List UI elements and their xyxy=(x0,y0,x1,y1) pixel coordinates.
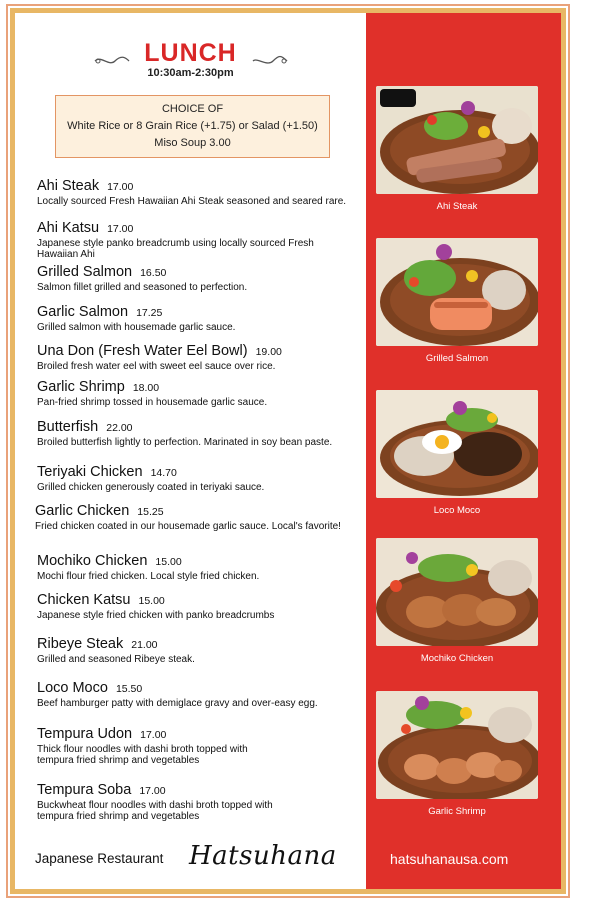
menu-item xyxy=(37,679,367,709)
item-name: Loco Moco xyxy=(37,680,108,696)
item-name: Ribeye Steak xyxy=(37,636,124,652)
item-desc: Grilled salmon with housemade garlic sauce. xyxy=(37,322,236,333)
item-name: Una Don (Fresh Water Eel Bowl) xyxy=(37,343,248,359)
menu-frame xyxy=(10,8,566,894)
item-name: Garlic Shrimp xyxy=(37,379,125,395)
item-price: 21.00 xyxy=(131,639,158,651)
item-name: Mochiko Chicken xyxy=(37,553,148,569)
menu-item xyxy=(37,378,367,408)
item-desc: Grilled chicken generously coated in teriyaki sauce. xyxy=(37,482,265,493)
menu-item xyxy=(37,303,367,333)
item-name: Ahi Steak xyxy=(37,178,100,194)
photo-card xyxy=(376,86,538,212)
mochiko-chicken-photo xyxy=(376,538,538,646)
item-desc: Grilled and seasoned Ribeye steak. xyxy=(37,654,195,665)
website-url[interactable]: hatsuhanausa.com xyxy=(390,851,509,867)
item-desc: Beef hamburger patty with demiglace gravy and over-easy egg. xyxy=(37,698,318,709)
photo-caption: Ahi Steak xyxy=(436,201,478,212)
item-desc: Broiled fresh water eel with sweet eel sauce over rice. xyxy=(37,361,276,372)
choice-heading: CHOICE OF xyxy=(161,103,224,115)
menu-item xyxy=(37,635,367,665)
item-name: Tempura Udon xyxy=(37,726,133,742)
item-name: Ahi Katsu xyxy=(37,220,100,236)
item-price: 17.00 xyxy=(107,181,134,193)
item-price: 14.70 xyxy=(150,467,177,479)
lunch-title: LUNCH xyxy=(144,39,237,67)
menu-item xyxy=(37,463,367,493)
choice-options: White Rice or 8 Grain Rice (+1.75) or Salad (+1.50) xyxy=(67,120,318,132)
photo-card xyxy=(376,538,538,664)
item-price: 15.00 xyxy=(155,556,182,568)
garlic-shrimp-photo xyxy=(376,691,538,799)
miso-soup: Miso Soup 3.00 xyxy=(154,137,231,149)
menu-item xyxy=(37,219,367,260)
menu-item xyxy=(37,177,367,207)
menu-left-panel xyxy=(15,13,366,889)
item-price: 19.00 xyxy=(255,346,282,358)
item-desc: Broiled butterfish lightly to perfection. Marinated in soy bean paste. xyxy=(37,437,333,448)
ahi-steak-photo xyxy=(376,86,538,194)
photo-panel xyxy=(366,13,561,889)
menu-item xyxy=(37,418,367,448)
item-desc: Thick flour noodles with dashi broth topped with tempura fried shrimp and vegetables xyxy=(37,744,248,766)
item-price: 15.50 xyxy=(115,683,143,695)
item-name: Butterfish xyxy=(37,419,99,435)
item-desc: Locally sourced Fresh Hawaiian Ahi Steak seasoned and seared rare. xyxy=(37,196,347,207)
item-price: 22.00 xyxy=(106,422,133,434)
photo-caption: Grilled Salmon xyxy=(425,353,489,364)
item-price: 15.25 xyxy=(137,506,164,518)
photo-card xyxy=(376,390,538,516)
photo-card xyxy=(376,691,538,817)
item-name: Teriyaki Chicken xyxy=(37,464,143,480)
item-desc: Salmon fillet grilled and seasoned to perfection. xyxy=(37,282,248,293)
menu-item xyxy=(37,591,367,621)
menu-item xyxy=(37,725,367,766)
menu-item xyxy=(37,552,367,582)
item-desc: Japanese style fried chicken with panko breadcrumbs xyxy=(37,610,275,621)
item-name: Chicken Katsu xyxy=(37,592,131,608)
item-price: 17.00 xyxy=(139,785,166,797)
brand-logo: Hatsuhana xyxy=(189,841,337,871)
item-desc: Pan-fried shrimp tossed in housemade garlic sauce. xyxy=(37,397,268,408)
item-price: 16.50 xyxy=(140,267,167,279)
loco-moco-photo xyxy=(376,390,538,498)
item-desc: Mochi flour fried chicken. Local style fried chicken. xyxy=(37,571,260,582)
item-price: 17.00 xyxy=(107,223,134,235)
grilled-salmon-photo xyxy=(376,238,538,346)
footer-label: Japanese Restaurant xyxy=(35,851,164,866)
photo-card xyxy=(376,238,538,364)
item-name: Grilled Salmon xyxy=(37,264,133,280)
photo-caption: Mochiko Chicken xyxy=(420,653,494,664)
item-price: 17.25 xyxy=(136,307,163,319)
item-price: 17.00 xyxy=(140,729,167,741)
menu-item xyxy=(37,781,367,822)
item-name: Garlic Salmon xyxy=(37,304,129,320)
item-desc: Japanese style panko breadcrumb using locally sourced Fresh Hawaiian Ahi xyxy=(37,238,314,260)
item-desc: Fried chicken coated in our housemade garlic sauce. Local's favorite! xyxy=(35,521,341,532)
item-price: 15.00 xyxy=(138,595,165,607)
item-price: 18.00 xyxy=(132,382,160,394)
item-name: Garlic Chicken xyxy=(35,503,130,519)
lunch-hours: 10:30am-2:30pm xyxy=(147,67,234,79)
lunch-header xyxy=(15,39,366,79)
photo-caption: Loco Moco xyxy=(433,505,481,516)
menu-item xyxy=(35,502,365,532)
menu-item xyxy=(37,263,367,293)
item-name: Tempura Soba xyxy=(37,782,132,798)
choice-box xyxy=(55,95,330,158)
photo-caption: Garlic Shrimp xyxy=(428,806,486,817)
item-desc: Buckwheat flour noodles with dashi broth topped with tempura fried shrimp and vegetables xyxy=(37,800,273,822)
menu-item xyxy=(37,342,367,372)
